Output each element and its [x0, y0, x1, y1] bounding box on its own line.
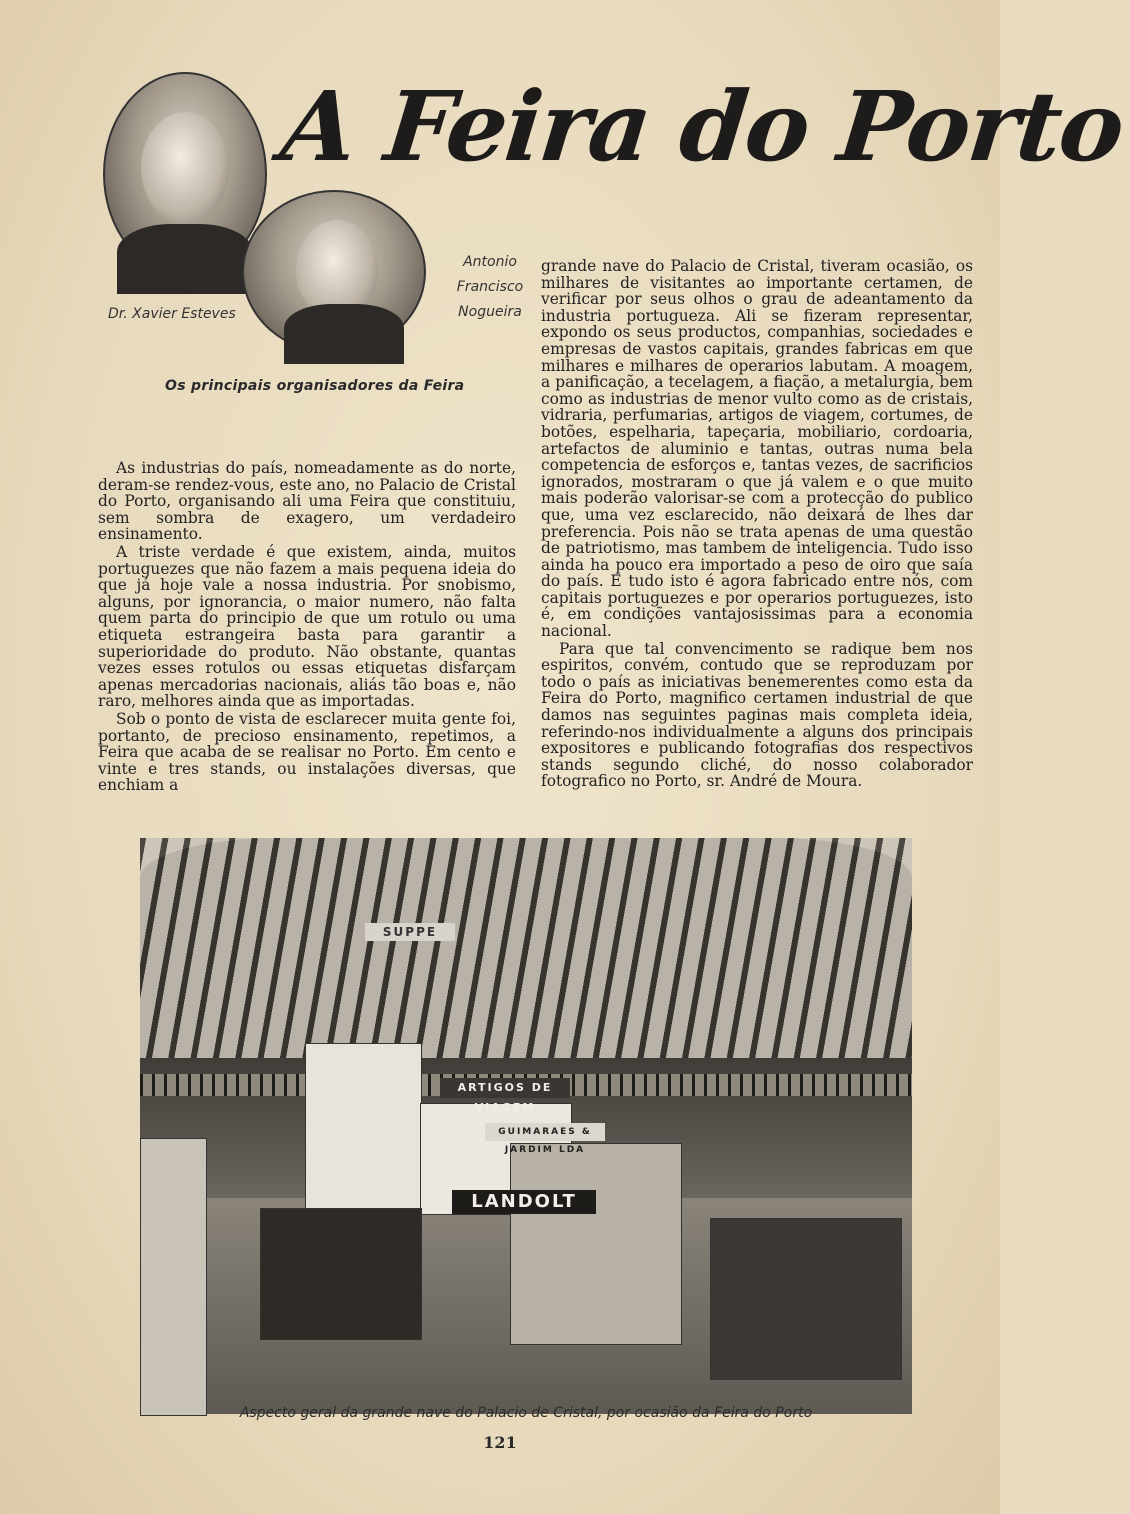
paragraph: A triste verdade é que existem, ainda, muitos portuguezes que não fazem a mais pequena ideia do que já hoje vale a nossa industria. Por snobismo, alguns, por ignorancia, o maior numero, não falta quem parta do principio de que um rotulo ou uma etiqueta estrangeira basta para garantir a superioridade do produto. Não obstante, quantas vezes esses rotulos ou essas etiquetas disfarçam apenas mercadorias nacionais, aliás tão boas e, não raro, melhores ainda que as importadas.	[98, 542, 516, 711]
glass-roof	[140, 838, 912, 1078]
stand-sign: LANDOLT	[452, 1190, 596, 1214]
portrait-name-line: Francisco	[456, 279, 524, 295]
paragraph: As industrias do país, nomeadamente as do norte, deram-se rendez-vous, este ano, no Palacio de Cristal do Porto, organisando ali uma Feira que constituiu, sem sombra de exagero, um verdadeiro ensinamento.	[98, 459, 516, 544]
exhibition-stand	[140, 1138, 207, 1416]
paragraph: Sob o ponto de vista de esclarecer muita gente foi, portanto, de precioso ensinamento, repetimos, a Feira que acaba de se realisar no Porto. Em cento e vinte e tres stands, ou instalações diversas, que enchiam a	[98, 709, 516, 795]
photo-caption: Aspecto geral da grande nave do Palacio de Cristal, por ocasião da Feira do Porto	[239, 1405, 813, 1421]
portrait-head	[141, 112, 229, 224]
stand-sign: SUPPE	[365, 923, 455, 941]
paragraph: grande nave do Palacio de Cristal, tiveram ocasião, os milhares de visitantes ao importante certamen, de verificar por seus olhos o grau de adeantamento da industria portugueza. Ali se fizeram representar, expondo os seus productos, companhias, sociedades e empresas de vastos capitais, grandes fabricas em que milhares e milhares de operarios labutam. A moagem, a panificação, a tecelagem, a fiação, a metalurgia, bem como as industrias de menor vulto como as de cristais, vidraria, perfumarias, artigos de viagem, cortumes, de botões, espelharia, tapeçaria, mobiliario, cordoaria, artefactos de aluminio e tantas, outras numa bela competencia de esforços e, tantas vezes, de sacrificios ignorados, mostraram o que já valem e o que muito mais poderão valorisar-se com a protecção do publico que, uma vez esclarecido, não deixará de lhes dar preferencia. Pois não se trata apenas de uma questão de patriotismo, mas tambem de inteligencia. Tudo isso ainda ha pouco era importado a peso de oiro que saía do país. E tudo isto é agora fabricado entre nós, com capitais portuguezes e por operarios portuguezes, isto é, em condições vantajosissimas para a economia nacional.	[541, 257, 973, 641]
exhibition-stand	[710, 1218, 902, 1380]
stand-sign: GUIMARAES & JARDIM LDA	[485, 1123, 605, 1141]
article-title: A Feira do Porto	[276, 70, 1128, 183]
right-column	[541, 258, 973, 790]
portrait-name-line: Antonio	[463, 254, 517, 270]
portrait-name-line: Nogueira	[458, 304, 522, 320]
left-column	[98, 460, 516, 794]
portrait-suit	[117, 224, 253, 294]
exhibition-hall-photo	[140, 838, 912, 1414]
portrait-suit	[284, 304, 404, 364]
portraits-caption: Os principais organisadores da Feira	[165, 378, 465, 394]
exhibition-stand	[510, 1143, 682, 1345]
portrait-xavier-esteves	[103, 72, 267, 276]
stand-sign: ARTIGOS DE VIAGEM	[440, 1078, 570, 1098]
portrait-antonio-nogueira	[242, 190, 426, 354]
portrait-name-right	[450, 250, 530, 325]
exhibition-stand	[305, 1043, 422, 1225]
portrait-name-left: Dr. Xavier Esteves	[108, 306, 236, 322]
page-number: 121	[483, 1433, 517, 1452]
exhibition-stand	[260, 1208, 422, 1340]
paragraph: Para que tal convencimento se radique bem nos espiritos, convém, contudo que se reproduzam por todo o país as iniciativas benemerentes como esta da Feira do Porto, magnifico certamen industrial de que damos nas seguintes paginas mais completa ideia, referindo-nos individualmente a alguns dos principais expositores e publicando fotografias dos respectivos stands segundo cliché, do nosso colaborador fotografico no Porto, sr. André de Moura.	[541, 639, 973, 791]
